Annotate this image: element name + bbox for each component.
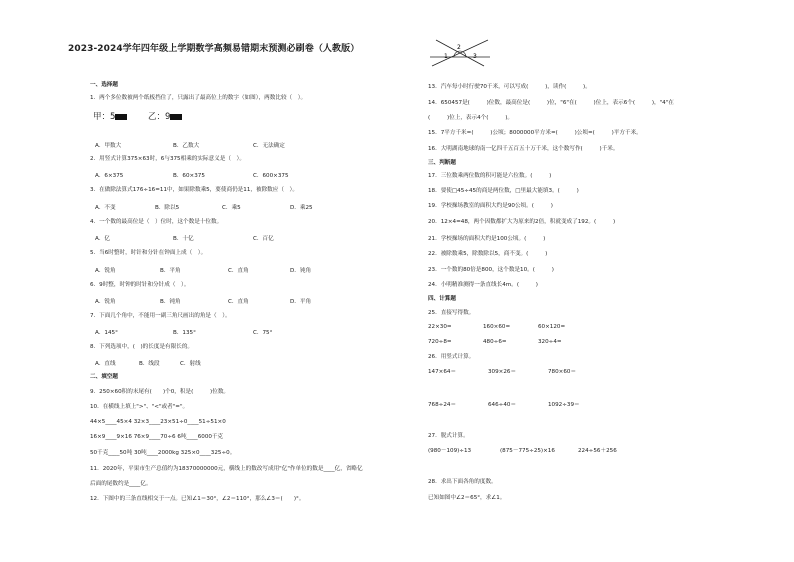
question-6: 6．9时整，时钟的时针和分针成（ ）。	[90, 282, 190, 288]
question-10-line-3: 50千克____50吨 30吨____2000kg 325×0____325÷0。	[90, 450, 236, 456]
q26-item: 646÷40＝	[488, 402, 517, 408]
q5-option-d[interactable]: D．钝角	[290, 268, 312, 274]
q7-option-a[interactable]: A．145°	[95, 330, 118, 336]
q7-option-c[interactable]: C．75°	[253, 330, 273, 336]
q3-option-d[interactable]: D．乘25	[290, 205, 313, 211]
q26-item: 1092÷39＝	[548, 402, 580, 408]
q4-option-c[interactable]: C．百亿	[253, 236, 274, 242]
question-3: 3．在做除法算式176÷16=11中，如果除数乘5，要使商仍是11，被除数应（ ）。	[90, 187, 298, 193]
question-14-cont: ( )位上，表示4个( )。	[428, 115, 514, 121]
question-23: 23．一个数的80倍是800，这个数是10。( )	[428, 267, 554, 273]
question-27: 27．脱式计算。	[428, 433, 469, 439]
figure-label-2: 2	[457, 44, 461, 51]
q5-option-a[interactable]: A．锐角	[95, 268, 116, 274]
q25-item: 320÷4=	[538, 339, 562, 345]
q1-card-yi	[148, 112, 182, 122]
q26-item: 768÷24＝	[428, 402, 457, 408]
question-19: 19．学校操场教室的面积大约是90公顷。( )	[428, 203, 553, 209]
q25-item: 480÷6=	[483, 339, 507, 345]
q26-item: 309×26＝	[488, 369, 517, 375]
question-7: 7．下面几个角中，不能用一副三角尺画出的角是（ ）。	[90, 313, 231, 319]
q1-jia-label: 甲：5	[93, 112, 116, 122]
intersecting-lines-figure	[430, 38, 490, 68]
q6-option-c[interactable]: C．直角	[228, 299, 249, 305]
section-calc-heading: 四、计算题	[428, 296, 456, 302]
q1-option-c[interactable]: C．无法确定	[253, 143, 285, 149]
question-25: 25．直接写得数。	[428, 310, 475, 316]
question-10-line-2: 16×9____9×16 76×9____70÷6 6吨____6000千克	[90, 434, 224, 440]
q2-option-a[interactable]: A．6×375	[95, 173, 124, 179]
q26-item: 780×60＝	[548, 369, 577, 375]
q25-item: 720÷8=	[428, 339, 452, 345]
q3-option-a[interactable]: A．不变	[95, 205, 116, 211]
q2-option-b[interactable]: B．60×375	[173, 173, 205, 179]
q8-option-b[interactable]: B．线段	[139, 361, 160, 367]
q6-option-b[interactable]: B．钝角	[160, 299, 181, 305]
q1-yi-label: 乙：9	[148, 112, 171, 122]
question-13: 13．汽车每小时行驶70千米，可以写成( )，读作( )。	[428, 84, 591, 90]
question-11-cont: 后面的尾数约是____亿。	[90, 481, 152, 487]
q4-option-b[interactable]: B．十亿	[173, 236, 194, 242]
q6-option-a[interactable]: A．锐角	[95, 299, 116, 305]
cover-block	[170, 114, 182, 120]
section-fill-heading: 二、填空题	[90, 374, 118, 380]
section-choice-heading: 一、选择题	[90, 82, 118, 88]
question-21: 21．学校操场的面积大约是100公顷。( )	[428, 236, 546, 242]
q1-card-jia	[93, 112, 127, 122]
question-22: 22．被除数乘5，除数除以5，商不变。( )	[428, 251, 548, 257]
q26-item: 147×64＝	[428, 369, 457, 375]
q4-option-a[interactable]: A．亿	[95, 236, 111, 242]
q6-option-d[interactable]: D．平角	[290, 299, 312, 305]
question-12: 12．下图中的三条直线相交于一点。已知∠1＝30°，∠2＝110°，那么∠3＝( )°。	[90, 496, 305, 502]
question-26: 26．用竖式计算。	[428, 354, 475, 360]
question-8: 8．下列选项中，( )的长度是有限长的。	[90, 344, 194, 350]
question-4: 4．一个数的最高位是（ ）位时，这个数是十位数。	[90, 219, 223, 225]
question-9: 9．250×60积的末尾有( )个0，积是( )位数。	[90, 389, 230, 395]
q1-option-b[interactable]: B．乙数大	[173, 143, 200, 149]
question-11: 11．2020年，平果市生产总值约为18370000000元，横线上的数改写成用"亿"作单位的数是____亿，省略亿	[90, 466, 363, 472]
q27-item: (875－775÷25)×16	[500, 448, 555, 454]
figure-label-1: 1	[444, 53, 448, 60]
q25-item: 22×30=	[428, 324, 452, 330]
q1-option-a[interactable]: A．甲数大	[95, 143, 122, 149]
page-title: 2023-2024学年四年级上学期数学高频易错期末预测必刷卷（人教版）	[68, 44, 360, 54]
question-24: 24．小明精准测得一条直线长4m。( )	[428, 282, 538, 288]
question-10-line-1: 44×5____45×4 32×3____23×51÷0____51÷51×0	[90, 419, 226, 425]
question-17: 17．三位数乘两位数的积可能是六位数。( )	[428, 173, 552, 179]
q25-item: 160×60=	[483, 324, 511, 330]
q25-item: 60×120=	[538, 324, 566, 330]
question-28-cont: 已知如图中∠2＝65°，求∠1。	[428, 495, 506, 501]
question-5: 5．当6时整时，时针和分针在钟面上成（ ）。	[90, 250, 207, 256]
q27-item: 224÷56＋256	[578, 448, 617, 454]
section-judge-heading: 三、判断题	[428, 160, 456, 166]
q3-option-b[interactable]: B．除以5	[155, 205, 180, 211]
question-2: 2．用竖式计算375×63时，6与375相乘的实际意义是（ ）。	[90, 156, 245, 162]
question-18: 18．要使□45÷45的商是两位数，□里最大能填3。( )	[428, 188, 579, 194]
q5-option-b[interactable]: B．平角	[160, 268, 181, 274]
q8-option-c[interactable]: C．射线	[180, 361, 201, 367]
q3-option-c[interactable]: C．乘5	[222, 205, 241, 211]
question-14: 14．650457是( )位数，最高位是( )位，"6"在( )位上，表示6个( )，"4"在	[428, 100, 674, 106]
question-1: 1．两个多位数被两个纸板挡住了，只露出了最高位上的数字（如图），两数比较（ ）。	[90, 95, 307, 101]
q5-option-c[interactable]: C．直角	[228, 268, 249, 274]
question-10: 10．在横线上填上">"、"<"或者"="。	[90, 404, 189, 410]
question-28: 28．求出下面各角的度数。	[428, 479, 497, 485]
question-20: 20．12×4=48，两个因数都扩大为原来的2倍，积就变成了192。( )	[428, 219, 616, 225]
q27-item: (980－109)÷13	[428, 448, 472, 454]
question-16: 16．大明湖南地球的南一亿四千五百五十万千米，这个数写作( )千米。	[428, 146, 619, 152]
q2-option-c[interactable]: C．600×375	[253, 173, 289, 179]
figure-label-3: 3	[473, 53, 477, 60]
q8-option-a[interactable]: A．直线	[95, 361, 116, 367]
question-15: 15．7平方千米=( )公顷；8000000平方米=( )公顷=( )平方千米。	[428, 130, 642, 136]
cover-block	[115, 114, 127, 120]
q7-option-b[interactable]: B．135°	[173, 330, 196, 336]
